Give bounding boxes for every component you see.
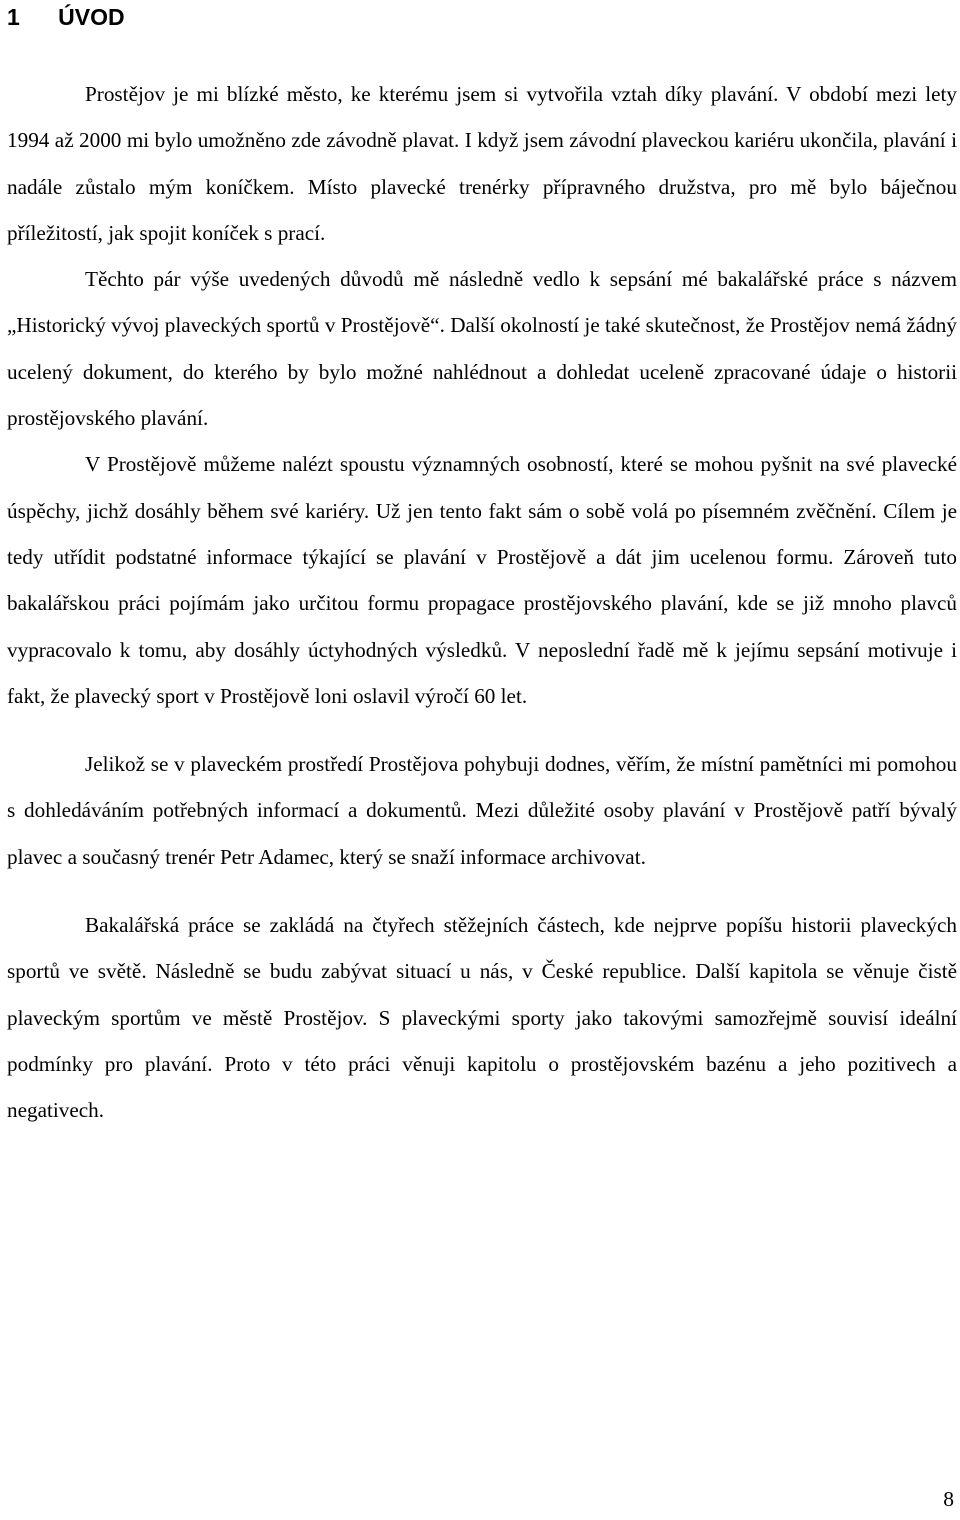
paragraph: Bakalářská práce se zakládá na čtyřech stěžejních částech, kde nejprve popíšu historii plaveckých sportů ve světě. Následně se budu zabývat situací u nás, v České republice. Další kapitola se věnuje čistě plaveckým sportům ve městě Prostějov. S plaveckými sporty jako takovými samozřejmě souvisí ideální podmínky pro plavání. Proto v této práci věnuji kapitolu o prostějovském bazénu a jeho pozitivech a negativech.: [7, 913, 957, 1123]
paragraph: Jelikož se v plaveckém prostředí Prostějova pohybuji dodnes, věřím, že místní pamětníci mi pomohou s dohledáváním potřebných informací a dokumentů. Mezi důležité osoby plavání v Prostějově patří bývalý plavec a současný trenér Petr Adamec, který se snaží informace archivovat.: [7, 752, 957, 869]
paragraph: Prostějov je mi blízké město, ke kterému jsem si vytvořila vztah díky plavání. V období mezi lety 1994 až 2000 mi bylo umožněno zde závodně plavat. I když jsem závodní plaveckou kariéru ukončila, plavání i nadále zůstalo mým koníčkem. Místo plavecké trenérky přípravného družstva, pro mě bylo báječnou příležitostí, jak spojit koníček s prací.: [7, 82, 957, 245]
chapter-number: 1: [7, 4, 20, 30]
chapter-heading: [7, 2, 125, 32]
page-number: 8: [943, 1487, 954, 1511]
chapter-title: ÚVOD: [58, 4, 125, 30]
body-text: [7, 71, 957, 1134]
paragraph: V Prostějově můžeme nalézt spoustu významných osobností, které se mohou pyšnit na své plavecké úspěchy, jichž dosáhly během své kariéry. Už jen tento fakt sám o sobě volá po písemném zvěčnění. Cílem je tedy utřídit podstatné informace týkající se plavání v Prostějově a dát jim ucelenou formu. Zároveň tuto bakalářskou práci pojímám jako určitou formu propagace prostějovského plavání, kde se již mnoho plavců vypracovalo k tomu, aby dosáhly úctyhodných výsledků. V neposlední řadě mě k jejímu sepsání motivuje i fakt, že plavecký sport v Prostějově loni oslavil výročí 60 let.: [7, 452, 957, 708]
paragraph: Těchto pár výše uvedených důvodů mě následně vedlo k sepsání mé bakalářské práce s názvem „Historický vývoj plaveckých sportů v Prostějově“. Další okolností je také skutečnost, že Prostějov nemá žádný ucelený dokument, do kterého by bylo možné nahlédnout a dohledat uceleně zpracované údaje o historii prostějovského plavání.: [7, 267, 957, 431]
